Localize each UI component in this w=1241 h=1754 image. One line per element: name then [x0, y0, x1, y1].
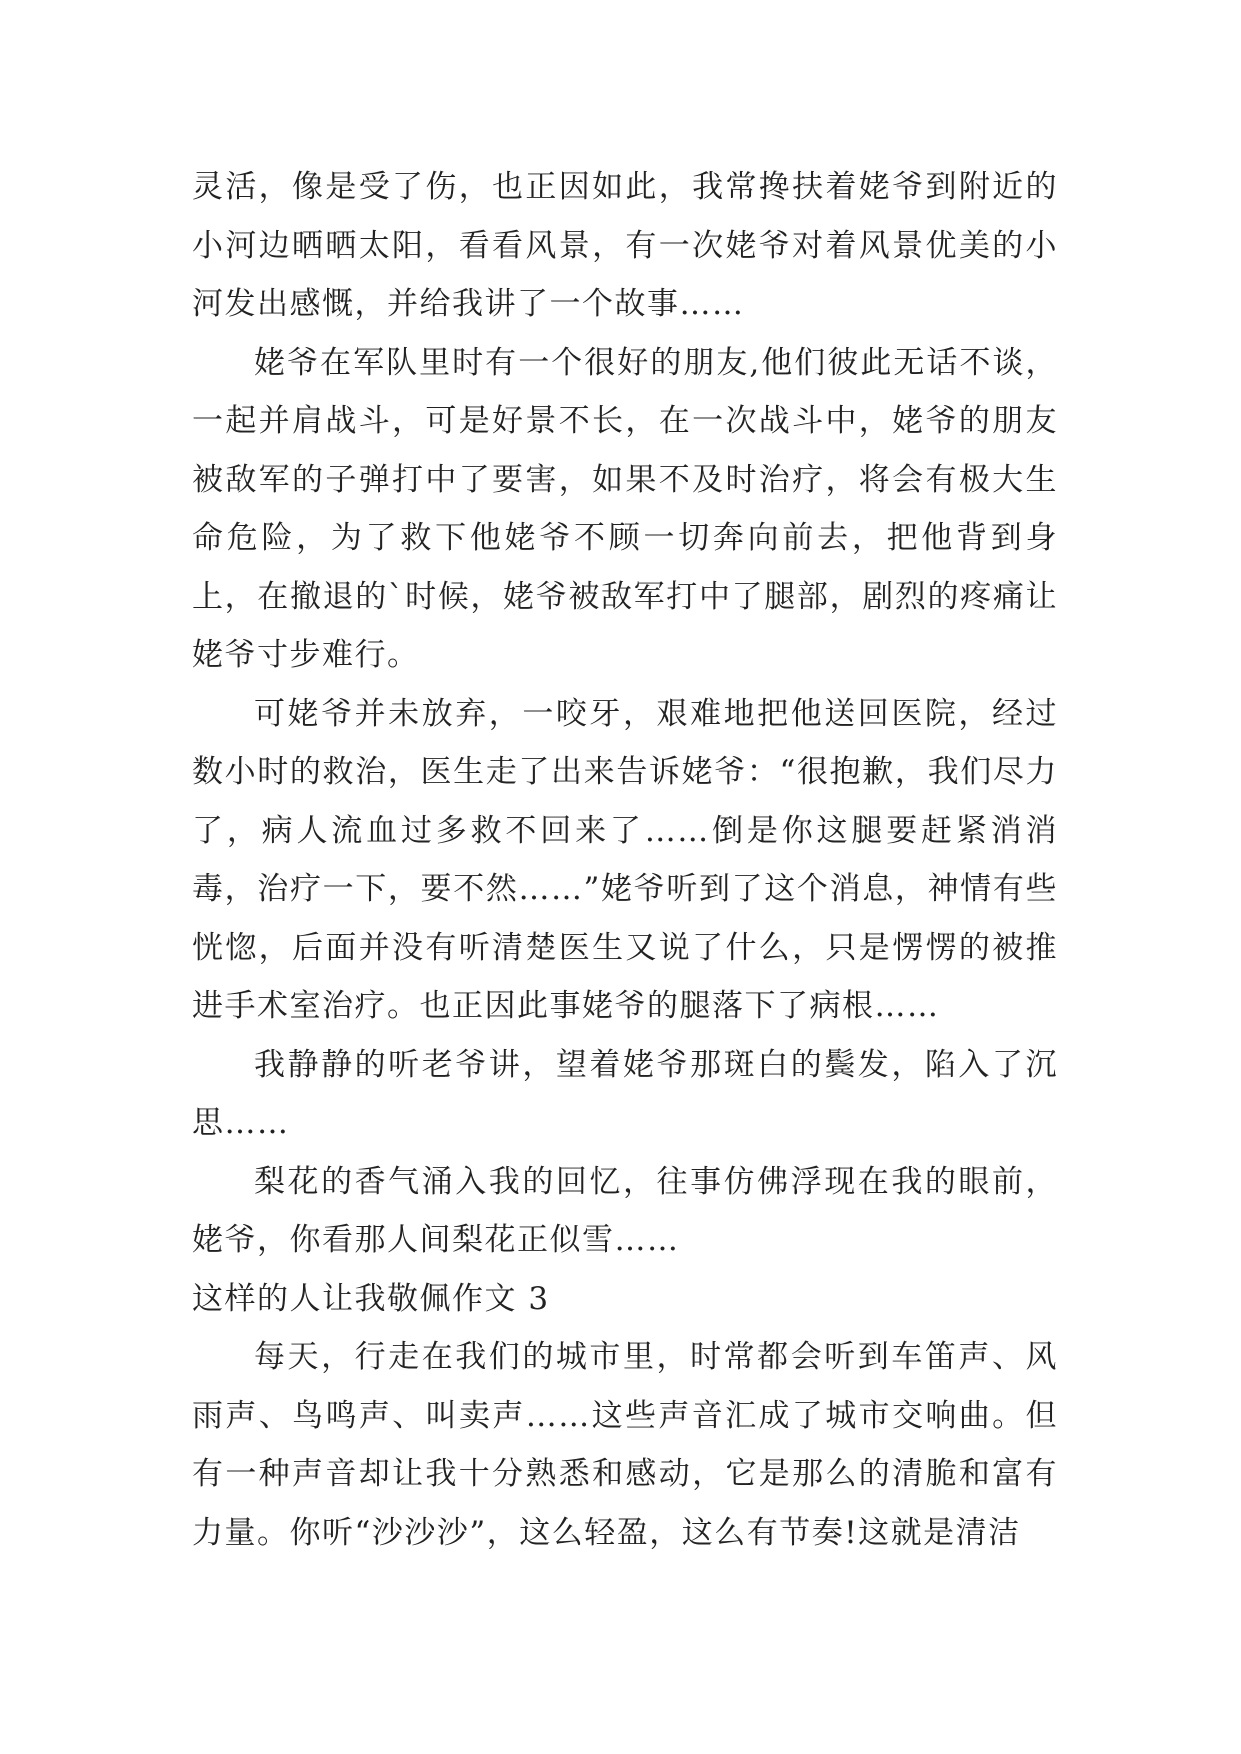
paragraph-2: 姥爷在军队里时有一个很好的朋友,他们彼此无话不谈，一起并肩战斗，可是好景不长，在一次战斗中，姥爷的朋友被敌军的子弹打中了要害，如果不及时治疗，将会有极大生命危险，为了救下他姥爷不顾一切奔向前去，把他背到身上，在撤退的`时候，姥爷被敌军打中了腿部，剧烈的疼痛让姥爷寸步难行。	[192, 344, 1058, 673]
document-body	[192, 158, 1058, 1562]
paragraph-1: 灵活，像是受了伤，也正因如此，我常搀扶着姥爷到附近的小河边晒晒太阳，看看风景，有一次姥爷对着风景优美的小河发出感慨，并给我讲了一个故事……	[192, 169, 1058, 322]
section-title: 这样的人让我敬佩作文 3	[192, 1280, 550, 1317]
paragraph-4: 我静静的听老爷讲，望着姥爷那斑白的鬓发，陷入了沉思……	[192, 1046, 1058, 1141]
paragraph-6: 每天，行走在我们的城市里，时常都会听到车笛声、风雨声、鸟鸣声、叫卖声……这些声音汇成了城市交响曲。但有一种声音却让我十分熟悉和感动，它是那么的清脆和富有力量。你听“沙沙沙”，这么轻盈，这么有节奏!这就是清洁	[192, 1339, 1058, 1551]
paragraph-5: 梨花的香气涌入我的回忆，往事仿佛浮现在我的眼前，姥爷，你看那人间梨花正似雪……	[192, 1163, 1058, 1258]
paragraph-3: 可姥爷并未放弃，一咬牙，艰难地把他送回医院，经过数小时的救治，医生走了出来告诉姥爷：“很抱歉，我们尽力了，病人流血过多救不回来了……倒是你这腿要赶紧消消毒，治疗一下，要不然……”姥爷听到了这个消息，神情有些恍惚，后面并没有听清楚医生又说了什么，只是愣愣的被推进手术室治疗。也正因此事姥爷的腿落下了病根……	[192, 695, 1058, 1024]
